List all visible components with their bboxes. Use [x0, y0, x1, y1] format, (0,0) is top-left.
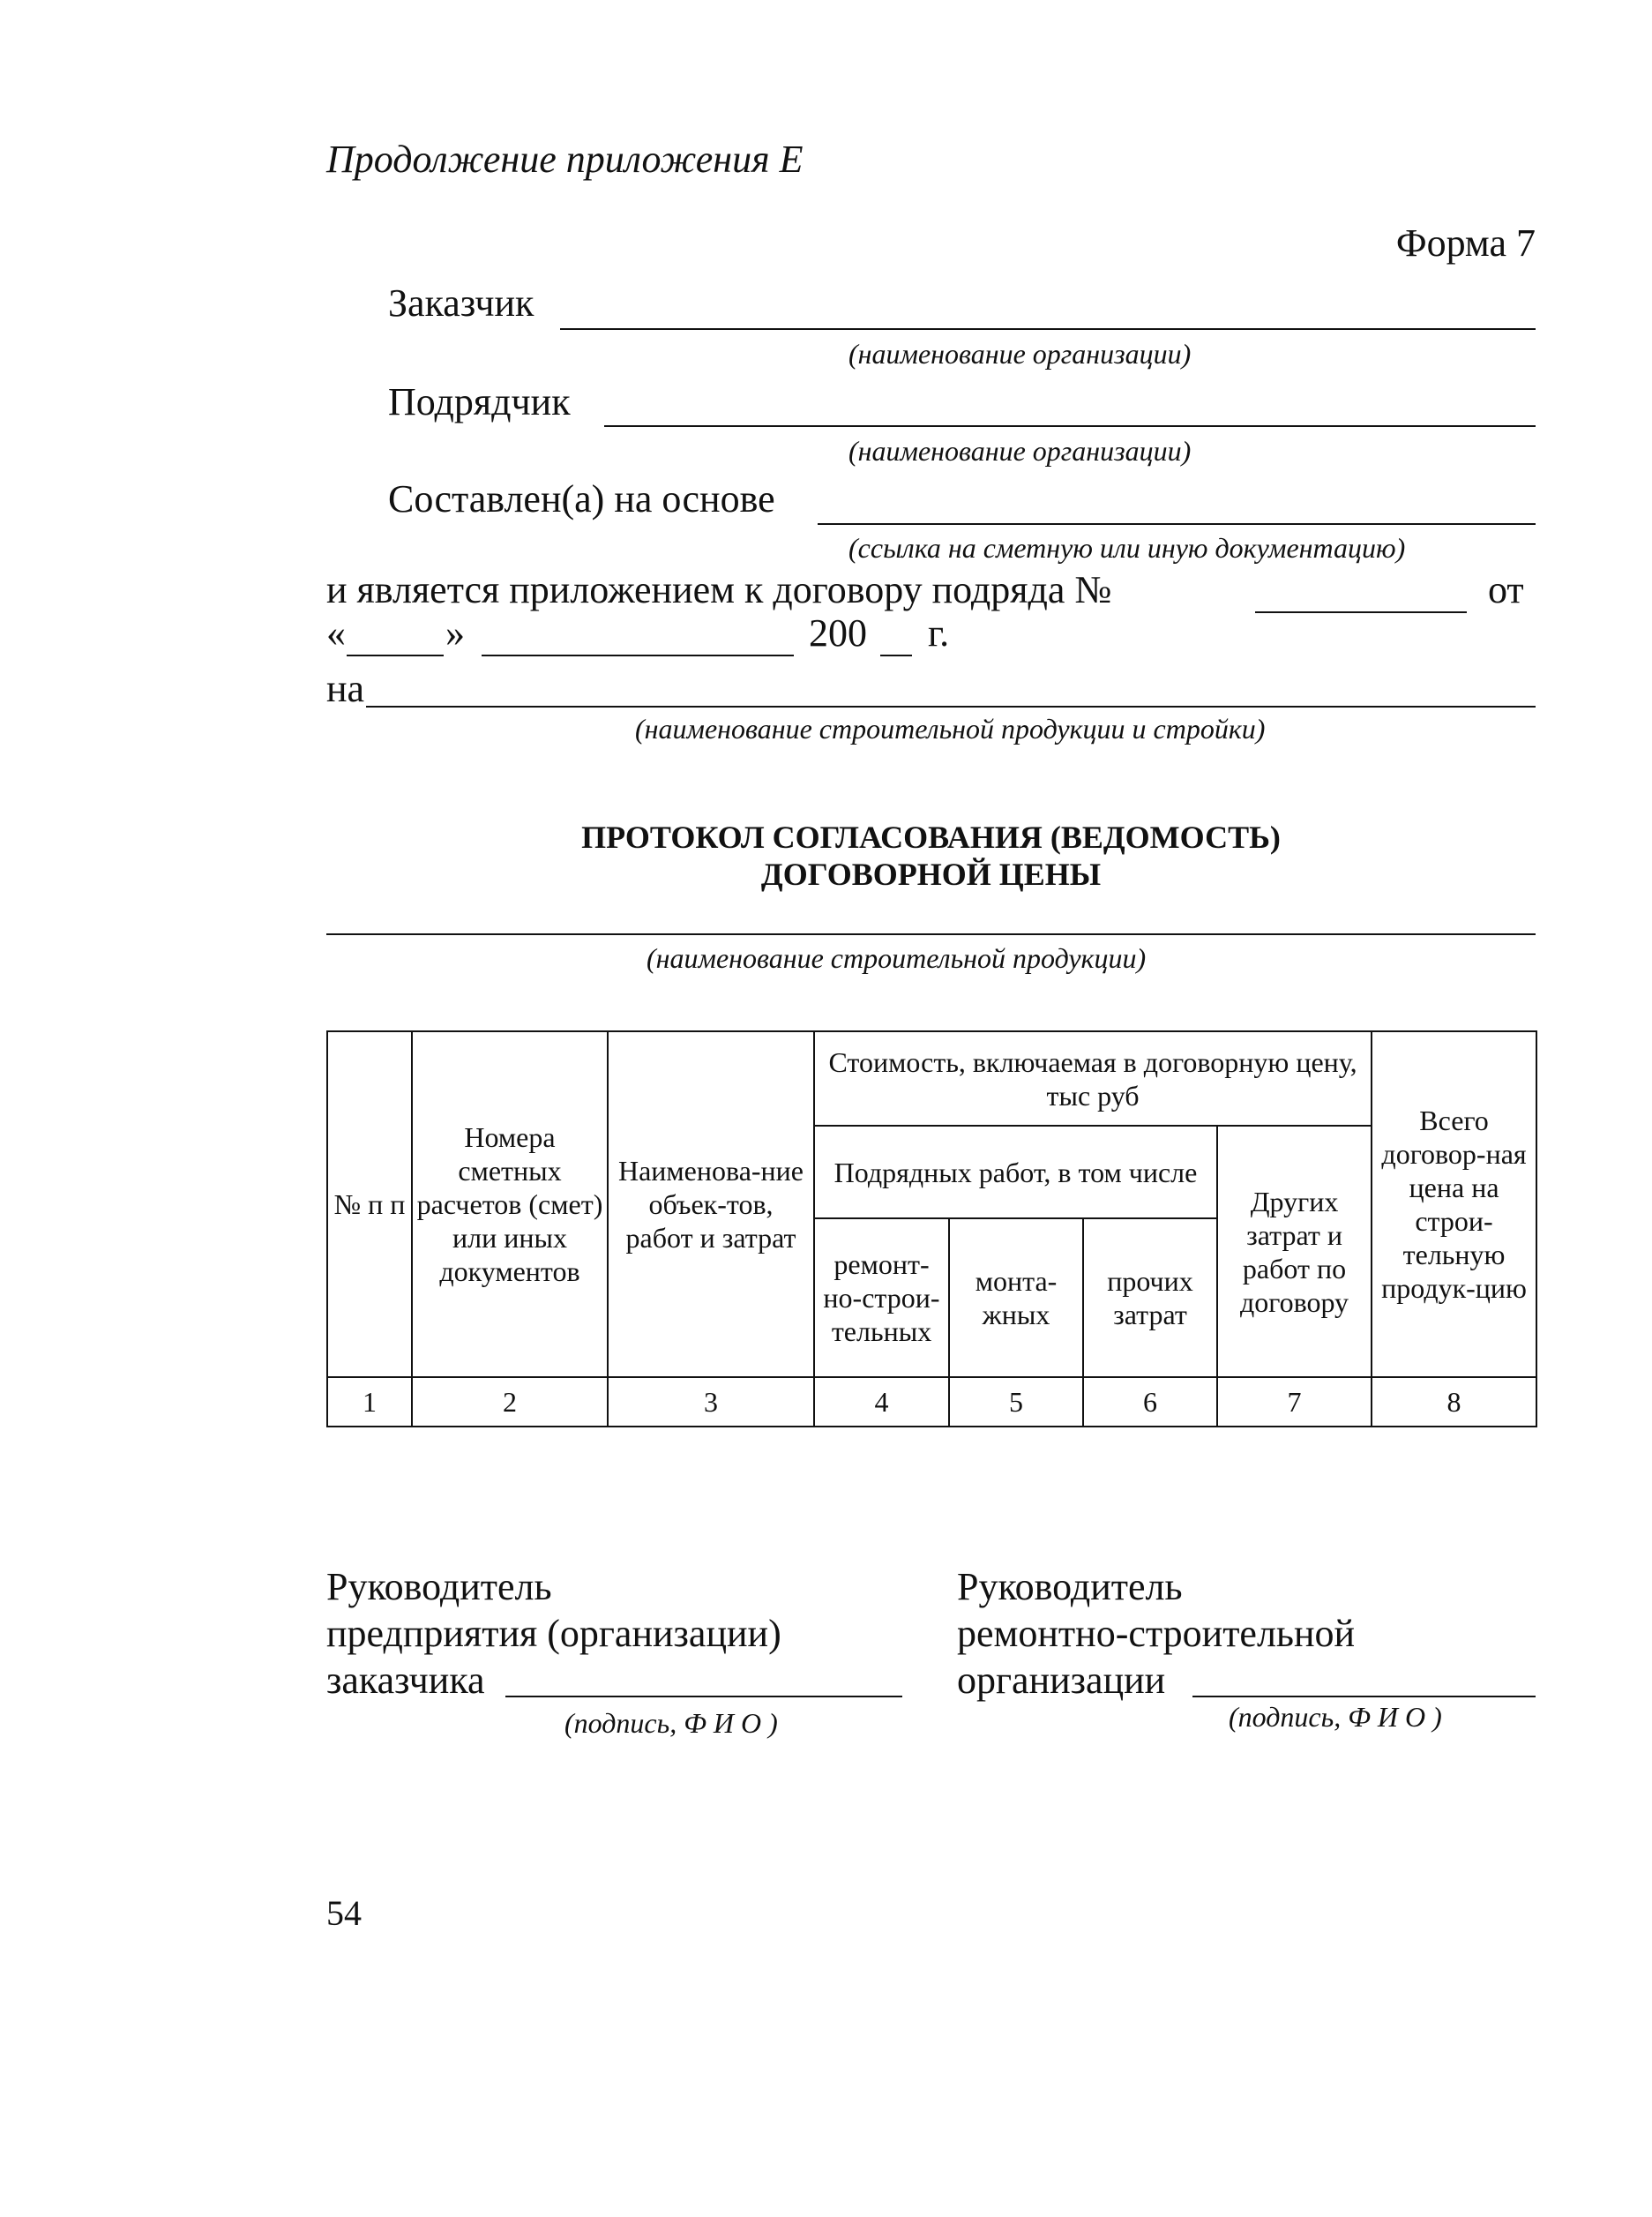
column-number: 7: [1217, 1377, 1372, 1427]
contractor-hint: (наименование организации): [848, 435, 1192, 467]
right-signature-field[interactable]: [1192, 1696, 1536, 1697]
day-line[interactable]: [347, 655, 444, 656]
on-hint: (наименование строительной продукции и стройки): [635, 713, 1266, 745]
column-number: 8: [1372, 1377, 1536, 1427]
price-table: [326, 1030, 1537, 1427]
column-number: 4: [814, 1377, 949, 1427]
contract-number-line[interactable]: [1255, 611, 1467, 613]
basis-hint: (ссылка на сметную или иную документацию): [848, 532, 1406, 564]
contract-text: и является приложением к договору подряда №: [326, 568, 1112, 611]
year-line[interactable]: [880, 655, 912, 656]
quote-close: »: [445, 611, 465, 655]
col-other-costs-header: Других затрат и работ по договору: [1217, 1126, 1372, 1377]
year-prefix: 200: [809, 611, 867, 655]
document-title-line1: ПРОТОКОЛ СОГЛАСОВАНИЯ (ВЕДОМОСТЬ): [581, 820, 1281, 855]
left-signature-line2: предприятия (организации): [326, 1612, 781, 1655]
contract-from-label: от: [1488, 568, 1524, 611]
appendix-note: Продолжение приложения Е: [326, 138, 804, 181]
product-hint: (наименование строительной продукции): [647, 942, 1147, 974]
left-signature-line1: Руководитель: [326, 1565, 552, 1608]
page-number: 54: [326, 1893, 362, 1933]
contractor-label: Подрядчик: [388, 380, 571, 423]
col-total-header: Всего договор-ная цена на строи-тельную продук-цию: [1372, 1031, 1536, 1377]
left-signature-field[interactable]: [505, 1696, 902, 1697]
column-number: 5: [949, 1377, 1083, 1427]
customer-label: Заказчик: [388, 281, 534, 325]
right-signature-line1: Руководитель: [957, 1565, 1183, 1608]
col-other-header: прочих затрат: [1083, 1218, 1217, 1377]
right-signature-hint: (подпись, Ф И О ): [1229, 1701, 1442, 1733]
year-suffix: г.: [928, 611, 950, 655]
right-signature-line2: ремонтно-строительной: [957, 1612, 1356, 1655]
column-number: 6: [1083, 1377, 1217, 1427]
customer-hint: (наименование организации): [848, 338, 1192, 370]
column-number: 3: [608, 1377, 814, 1427]
col-repair-construction-header: ремонт-но-строи-тельных: [814, 1218, 949, 1377]
customer-line[interactable]: [560, 328, 1536, 330]
cost-group-header: Стоимость, включаемая в договорную цену, тыс руб: [814, 1031, 1372, 1126]
column-number: 2: [412, 1377, 608, 1427]
quote-open: «: [326, 611, 346, 655]
basis-line[interactable]: [818, 523, 1536, 525]
col-estimate-numbers-header: Номера сметных расчетов (смет) или иных документов: [412, 1031, 608, 1377]
form-number: Форма 7: [1395, 221, 1536, 265]
basis-label: Составлен(а) на основе: [388, 477, 775, 521]
contract-works-header: Подрядных работ, в том числе: [814, 1126, 1217, 1218]
on-line[interactable]: [366, 706, 1536, 708]
contractor-line[interactable]: [604, 425, 1536, 427]
document-title-line2: ДОГОВОРНОЙ ЦЕНЫ: [760, 857, 1102, 892]
left-signature-hint: (подпись, Ф И О ): [564, 1707, 778, 1739]
left-signature-line3: заказчика: [326, 1659, 485, 1702]
month-line[interactable]: [482, 655, 794, 656]
col-installation-header: монта-жных: [949, 1218, 1083, 1377]
product-line[interactable]: [326, 933, 1536, 935]
col-name-header: Наименова-ние объек-тов, работ и затрат: [608, 1031, 814, 1377]
right-signature-line3: организации: [957, 1659, 1166, 1702]
col-number-header: № п п: [327, 1031, 412, 1377]
column-number: 1: [327, 1377, 412, 1427]
on-label: на: [326, 667, 365, 710]
